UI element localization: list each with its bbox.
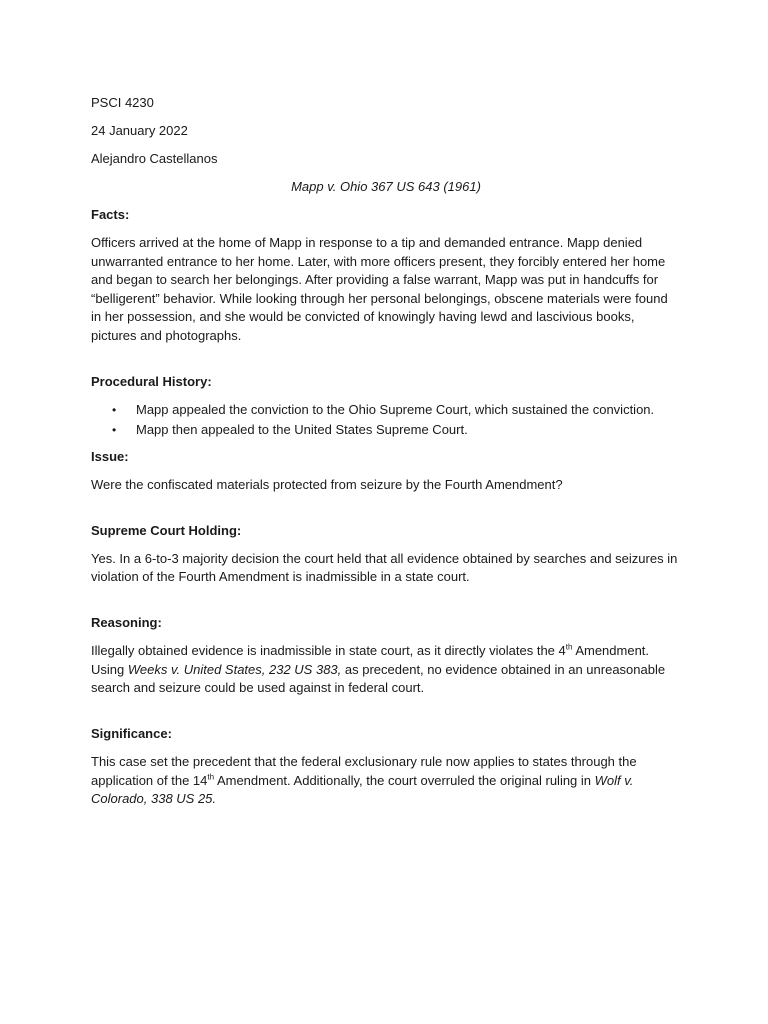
list-item-text: Mapp then appealed to the United States Supreme Court. bbox=[136, 422, 468, 437]
bullet-icon: • bbox=[112, 402, 117, 417]
issue-heading: Issue: bbox=[91, 448, 129, 464]
ordinal-suffix: th bbox=[565, 642, 573, 652]
list-item bbox=[91, 421, 681, 440]
procedural-history-list bbox=[91, 401, 681, 440]
case-citation: Wolf v. Colorado, 338 US 25. bbox=[91, 772, 634, 806]
significance-text bbox=[91, 753, 681, 809]
reasoning-text-part: Illegally obtained evidence is inadmissible in state court, as it directly violates the 4 bbox=[91, 643, 566, 658]
course-code: PSCI 4230 bbox=[91, 95, 154, 110]
section-spacer bbox=[91, 707, 681, 725]
ordinal-suffix: th bbox=[207, 772, 215, 782]
author-name: Alejandro Castellanos bbox=[91, 151, 218, 166]
reasoning-text bbox=[91, 642, 681, 698]
facts-heading: Facts: bbox=[91, 207, 130, 222]
reasoning-heading: Reasoning: bbox=[91, 615, 162, 630]
significance-text-part: Amendment. Additionally, the court overruled the original ruling in bbox=[214, 772, 595, 788]
case-title: Mapp v. Ohio 367 US 643 (1961) bbox=[291, 179, 481, 194]
section-spacer bbox=[91, 596, 681, 614]
list-item-text: Mapp appealed the conviction to the Ohio Supreme Court, which sustained the conviction. bbox=[136, 401, 655, 417]
section-spacer bbox=[91, 355, 681, 373]
section-spacer bbox=[91, 504, 681, 522]
holding-heading: Supreme Court Holding: bbox=[91, 522, 242, 538]
reasoning-text-part: as precedent, no evidence obtained in an unreasonable search and seizure could be used against in federal court. bbox=[91, 661, 666, 695]
facts-text: Officers arrived at the home of Mapp in response to a tip and demanded entrance. Mapp denied unwarranted entrance to her home. Later, with more officers present, they forcibly entered her home and began to search her belongings. After providing a false warrant, Mapp was put in handcuffs for “belligerent” behavior. While looking through her personal belongings, obscene materials were found in her possession, and she would be convicted of knowingly having lewd and lascivious books, pictures and photographs. bbox=[91, 235, 668, 343]
reasoning-text-part: Amendment. Using bbox=[91, 643, 650, 677]
significance-heading: Significance: bbox=[91, 726, 172, 741]
issue-text: Were the confiscated materials protected from seizure by the Fourth Amendment? bbox=[91, 476, 563, 492]
document-date: 24 January 2022 bbox=[91, 123, 188, 138]
procedural-history-heading: Procedural History: bbox=[91, 373, 212, 389]
holding-text: Yes. In a 6-to-3 majority decision the court held that all evidence obtained by searches and seizures in violation of the Fourth Amendment is inadmissible in a state court. bbox=[91, 550, 678, 584]
bullet-icon: • bbox=[112, 423, 117, 437]
significance-text-part: This case set the precedent that the federal exclusionary rule now applies to states through the application of the 14 bbox=[91, 754, 637, 788]
case-citation: Weeks v. United States, 232 US 383, bbox=[127, 661, 342, 677]
document-body bbox=[91, 94, 681, 818]
list-item bbox=[91, 401, 681, 420]
